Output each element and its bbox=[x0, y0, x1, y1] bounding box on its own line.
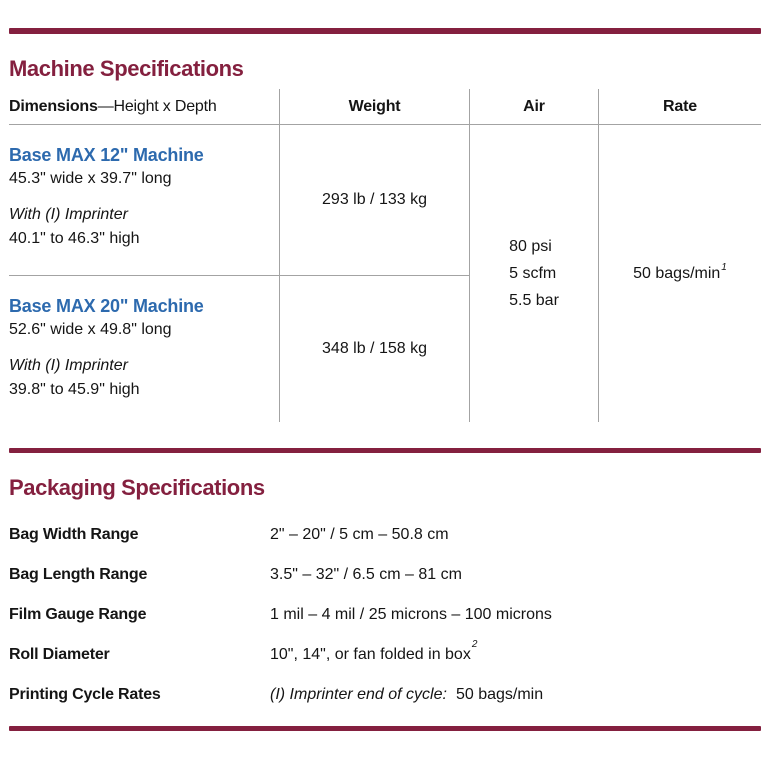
roll-diameter-value bbox=[270, 638, 478, 664]
bag-width-range-label: Bag Width Range bbox=[9, 526, 139, 543]
machine-12-weight-cell bbox=[279, 125, 469, 275]
air-header-label: Air bbox=[523, 97, 545, 115]
machine-spec-table bbox=[9, 89, 761, 422]
top-divider-rule bbox=[9, 28, 761, 34]
air-psi-value: 80 psi bbox=[509, 238, 552, 255]
machine-20-weight-value: 348 lb / 158 kg bbox=[322, 340, 427, 357]
machine-20-dimensions-cell bbox=[9, 275, 279, 422]
roll-diameter-label: Roll Diameter bbox=[9, 646, 110, 663]
printing-cycle-italic-note: (I) Imprinter end of cycle: bbox=[270, 686, 447, 703]
air-cell bbox=[469, 125, 598, 422]
machine-12-size: 45.3" wide x 39.7" long bbox=[9, 170, 172, 187]
dimensions-header-suffix: —Height x Depth bbox=[97, 97, 217, 115]
roll-diameter-footnote-marker: 2 bbox=[471, 638, 478, 650]
printing-cycle-rate-text: 50 bags/min bbox=[455, 686, 544, 703]
machine-table-header-row bbox=[9, 89, 761, 125]
column-header-dimensions bbox=[9, 89, 279, 124]
rate-value: 50 bags/min bbox=[633, 264, 721, 282]
machine-table-body bbox=[9, 125, 761, 422]
section-divider-rule bbox=[9, 448, 761, 453]
packaging-spec-table bbox=[9, 526, 761, 705]
weight-header-label: Weight bbox=[348, 97, 401, 115]
machine-20-imprinter-note: With (I) Imprinter bbox=[9, 357, 128, 374]
column-header-rate bbox=[598, 89, 761, 124]
packaging-section-title: Packaging Specifications bbox=[9, 475, 265, 500]
packaging-row-roll-diameter bbox=[9, 638, 761, 665]
packaging-row-bag-length bbox=[9, 566, 761, 585]
machine-section-title: Machine Specifications bbox=[9, 56, 244, 81]
machine-20-imprinter-height: 39.8" to 45.9" high bbox=[9, 381, 140, 398]
packaging-row-printing-cycle bbox=[9, 686, 761, 705]
column-header-weight bbox=[279, 89, 469, 124]
printing-cycle-rates-label: Printing Cycle Rates bbox=[9, 686, 161, 703]
rate-header-label: Rate bbox=[663, 97, 697, 115]
machine-20-weight-cell bbox=[279, 275, 469, 422]
machine-12-name: Base MAX 12" Machine bbox=[9, 145, 204, 165]
printing-cycle-rates-value bbox=[270, 686, 543, 704]
bag-width-range-value: 2" – 20" / 5 cm – 50.8 cm bbox=[270, 526, 449, 543]
column-header-air bbox=[469, 89, 598, 124]
rate-cell: 50 bags/min $^1$ bbox=[598, 125, 761, 422]
dimensions-header-bold: Dimensions bbox=[9, 97, 98, 115]
machine-12-dimensions-cell bbox=[9, 125, 279, 275]
air-bar-value: 5.5 bar bbox=[509, 292, 559, 309]
air-values bbox=[509, 233, 559, 314]
bag-length-range-value: 3.5" – 32" / 6.5 cm – 81 cm bbox=[270, 566, 462, 583]
spec-sheet-page bbox=[0, 28, 770, 731]
machine-20-name: Base MAX 20" Machine bbox=[9, 296, 204, 316]
air-scfm-value: 5 scfm bbox=[509, 265, 557, 282]
film-gauge-range-label: Film Gauge Range bbox=[9, 606, 147, 623]
film-gauge-range-value: 1 mil – 4 mil / 25 microns – 100 microns bbox=[270, 606, 552, 623]
machine-12-weight-value: 293 lb / 133 kg bbox=[322, 191, 427, 208]
packaging-row-film-gauge bbox=[9, 606, 761, 625]
bag-length-range-label: Bag Length Range bbox=[9, 566, 148, 583]
packaging-row-bag-width bbox=[9, 526, 761, 545]
machine-12-imprinter-note: With (I) Imprinter bbox=[9, 206, 128, 223]
bottom-divider-rule bbox=[9, 726, 761, 731]
machine-12-imprinter-height: 40.1" to 46.3" high bbox=[9, 230, 140, 247]
roll-diameter-value-text: 10", 14", or fan folded in box bbox=[270, 646, 471, 663]
machine-20-size: 52.6" wide x 49.8" long bbox=[9, 321, 172, 338]
